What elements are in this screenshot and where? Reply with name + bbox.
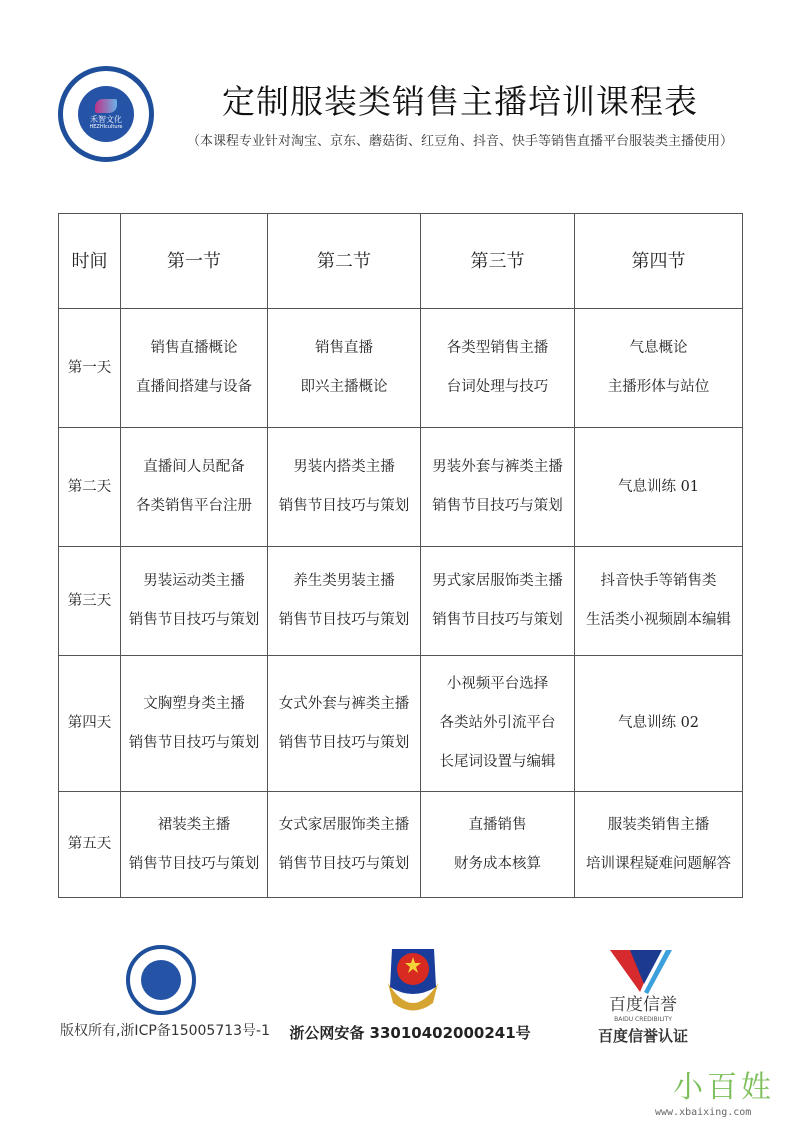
course-line: 各类站外引流平台: [439, 715, 556, 731]
course-cell: [268, 547, 421, 656]
course-line: 抖音快手等销售类: [600, 573, 717, 589]
course-line: 直播间搭建与设备: [136, 379, 252, 395]
course-cell: [575, 792, 743, 898]
schedule-table: [58, 213, 743, 898]
table-row: [59, 309, 743, 428]
course-line: 文胸塑身类主播: [143, 695, 245, 712]
course-line: 销售节目技巧与策划: [278, 855, 410, 872]
course-line: 女式外套与裤类主播: [278, 695, 410, 712]
course-cell: [421, 309, 575, 428]
day-cell: 第二天: [59, 428, 121, 547]
course-line: 各类销售平台注册: [136, 498, 252, 514]
course-line: 气息训练 02: [617, 715, 700, 731]
column-header: 第二节: [268, 214, 421, 309]
course-line: 气息概论: [629, 340, 688, 356]
baidu-en-text: BAIDU CREDIBILITY: [614, 1016, 672, 1023]
course-cell: [575, 547, 743, 656]
course-line: 主播形体与站位: [607, 379, 710, 395]
page-title: 定制服装类销售主播培训课程表: [222, 82, 698, 121]
course-line: 长尾词设置与编辑: [439, 754, 556, 770]
course-line: 销售直播: [315, 340, 373, 356]
table-row: [59, 792, 743, 898]
day-cell: 第一天: [59, 309, 121, 428]
table-row: [59, 656, 743, 792]
course-line: 男式家居服饰类主播: [432, 573, 563, 589]
course-cell: [121, 309, 268, 428]
course-line: 财务成本核算: [454, 855, 541, 872]
baidu-credibility-logo: [608, 948, 678, 996]
table-row: [59, 428, 743, 547]
course-line: 销售节目技巧与策划: [432, 498, 563, 514]
column-header: 第一节: [121, 214, 268, 309]
course-cell: [121, 428, 268, 547]
course-line: 男装运动类主播: [143, 573, 245, 589]
course-cell: [268, 428, 421, 547]
course-cell: [575, 656, 743, 792]
course-cell: [575, 309, 743, 428]
column-header: 时间: [59, 214, 121, 309]
logo-text: 禾智文化: [90, 114, 122, 124]
police-emblem-icon: [378, 943, 448, 1015]
course-line: 直播间人员配备: [143, 459, 245, 475]
course-line: 男装内搭类主播: [293, 459, 395, 475]
police-record-text: 浙公网安备 33010402000241号: [289, 1024, 531, 1042]
course-line: 生活类小视频剧本编辑: [586, 612, 731, 628]
header-row: [59, 214, 743, 309]
day-cell: 第五天: [59, 792, 121, 898]
course-line: 裙装类主播: [157, 816, 231, 833]
course-line: 销售节目技巧与策划: [278, 612, 410, 628]
watermark-text: 小百姓: [673, 1070, 775, 1105]
course-cell: [575, 428, 743, 547]
course-cell: [421, 547, 575, 656]
course-line: 培训课程疑难问题解答: [586, 855, 731, 872]
course-line: 台词处理与技巧: [446, 379, 549, 395]
course-cell: [121, 792, 268, 898]
course-line: 销售直播概论: [150, 340, 238, 356]
copyright-text: 版权所有,浙ICP备15005713号-1: [59, 1023, 270, 1039]
course-cell: [421, 428, 575, 547]
course-line: 各类型销售主播: [446, 340, 549, 356]
course-line: 服装类销售主播: [607, 816, 710, 833]
course-line: 即兴主播概论: [300, 379, 388, 395]
course-line: 销售节目技巧与策划: [278, 734, 410, 751]
course-line: 销售节目技巧与策划: [432, 612, 563, 628]
baidu-logo-text: 百度信誉: [609, 995, 677, 1015]
page-subtitle: （本课程专业针对淘宝、京东、蘑菇街、红豆角、抖音、快手等销售直播平台服装类主播使用）: [186, 134, 733, 149]
day-cell: 第四天: [59, 656, 121, 792]
course-cell: [421, 656, 575, 792]
day-cell: 第三天: [59, 547, 121, 656]
course-cell: [121, 656, 268, 792]
course-line: 销售节目技巧与策划: [128, 612, 260, 628]
course-cell: [421, 792, 575, 898]
table-row: [59, 547, 743, 656]
course-line: 销售节目技巧与策划: [278, 498, 410, 514]
course-line: 气息训练 01: [617, 478, 700, 495]
baidu-certification-text: 百度信誉认证: [597, 1027, 688, 1045]
logo-en: HEZHIculture: [89, 123, 123, 130]
column-header: 第四节: [575, 214, 743, 309]
footer-company-logo: [126, 945, 196, 1015]
course-line: 直播销售: [468, 816, 527, 833]
course-line: 小视频平台选择: [446, 676, 549, 692]
watermark: [655, 1070, 795, 1120]
watermark-url: www.xbaixing.com: [655, 1107, 752, 1118]
course-line: 养生类男装主播: [293, 573, 395, 589]
course-cell: [268, 309, 421, 428]
course-cell: [121, 547, 268, 656]
course-cell: [268, 656, 421, 792]
course-line: 女式家居服饰类主播: [278, 816, 410, 833]
course-line: 男装外套与裤类主播: [432, 459, 563, 475]
course-line: 销售节目技巧与策划: [128, 734, 260, 751]
course-line: 销售节目技巧与策划: [128, 855, 260, 872]
column-header: 第三节: [421, 214, 575, 309]
course-cell: [268, 792, 421, 898]
